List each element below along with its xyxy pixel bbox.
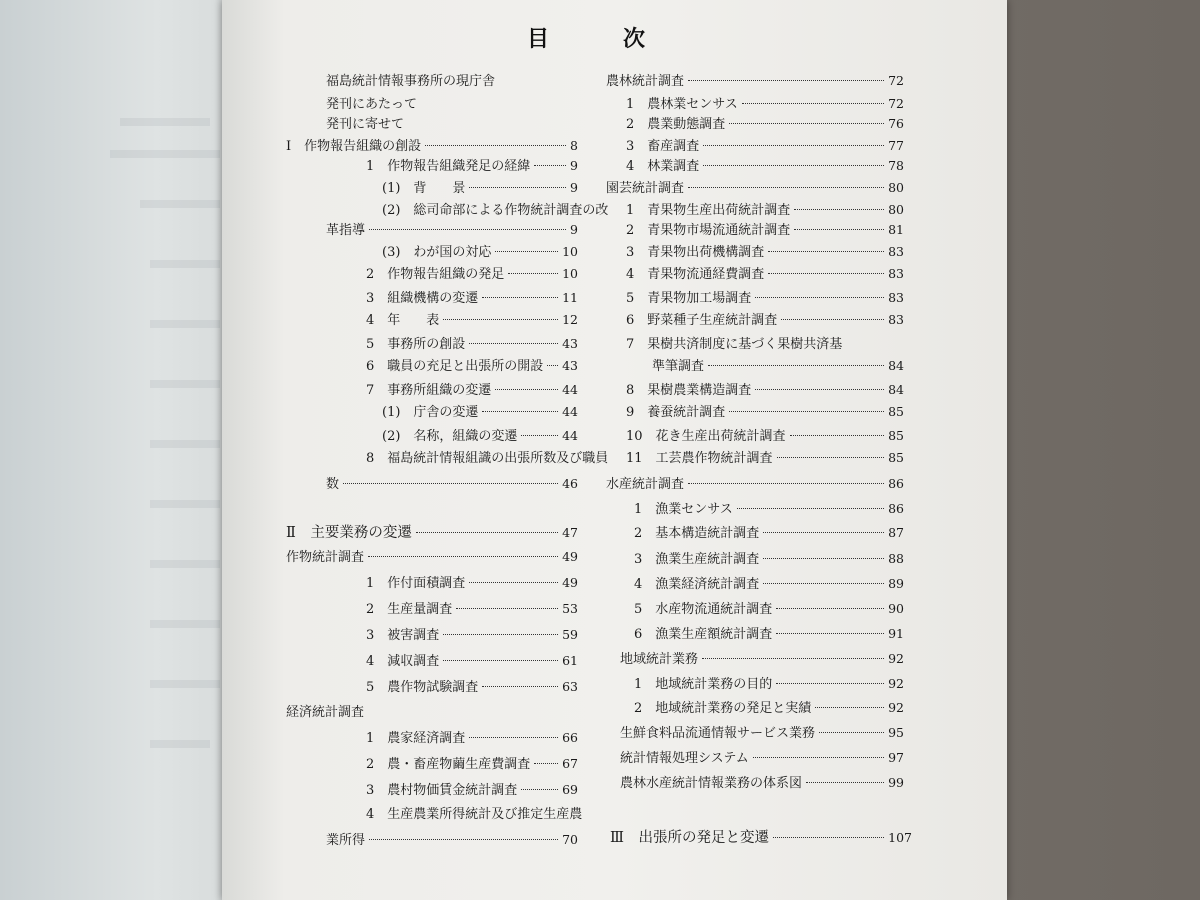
toc-entry-title: 生鮮食料品流通情報サービス業務 bbox=[620, 726, 816, 741]
leader-dots bbox=[521, 789, 558, 790]
toc-page-number: 92 bbox=[888, 651, 904, 666]
toc-entry bbox=[326, 113, 404, 132]
toc-page-number: 70 bbox=[562, 832, 578, 847]
toc-entry-title: 地域統計業務 bbox=[620, 652, 699, 667]
toc-entry bbox=[366, 624, 578, 643]
toc-entry-title: 経済統計調査 bbox=[286, 705, 365, 720]
toc-page-number: 83 bbox=[888, 312, 904, 327]
leader-dots bbox=[688, 187, 884, 188]
leader-dots bbox=[776, 633, 884, 634]
toc-page-number: 86 bbox=[888, 501, 904, 516]
toc-entry-title: 4 青果物流通経費調査 bbox=[626, 267, 765, 282]
toc-entry bbox=[286, 135, 578, 154]
toc-entry-title: 水産統計調査 bbox=[606, 477, 685, 492]
toc-entry bbox=[606, 177, 904, 196]
leader-dots bbox=[495, 251, 558, 252]
toc-page-number: 83 bbox=[888, 290, 904, 305]
toc-entry-title: 3 畜産調査 bbox=[626, 139, 700, 154]
toc-page-number: 72 bbox=[888, 73, 904, 88]
toc-entry bbox=[366, 447, 608, 466]
toc-entry bbox=[626, 93, 904, 112]
bleed-through-text bbox=[140, 200, 220, 208]
toc-page-number: 10 bbox=[562, 266, 578, 281]
toc-entry-title: 1 地域統計業務の目的 bbox=[634, 677, 773, 692]
leader-dots bbox=[708, 365, 884, 366]
toc-entry-title: 5 事務所の創設 bbox=[366, 337, 466, 352]
toc-page-number: 80 bbox=[888, 202, 904, 217]
toc-page-number: 9 bbox=[570, 158, 578, 173]
leader-dots bbox=[469, 187, 566, 188]
toc-entry bbox=[326, 829, 578, 848]
leader-dots bbox=[469, 582, 558, 583]
toc-entry-title: 統計情報処理システム bbox=[620, 751, 749, 766]
leader-dots bbox=[534, 165, 566, 166]
toc-entry bbox=[620, 772, 904, 791]
toc-entry bbox=[626, 135, 904, 154]
toc-page-number: 97 bbox=[888, 750, 904, 765]
leader-dots bbox=[763, 583, 884, 584]
leader-dots bbox=[482, 686, 558, 687]
toc-entry-title: 福島統計情報事務所の現庁舎 bbox=[326, 74, 496, 89]
bleed-through-text bbox=[110, 150, 220, 158]
toc-entry bbox=[326, 473, 578, 492]
leader-dots bbox=[815, 707, 884, 708]
toc-entry-title: 作物統計調査 bbox=[286, 550, 365, 565]
toc-page-number: 46 bbox=[562, 476, 578, 491]
toc-entry bbox=[286, 546, 578, 565]
toc-page-number: 43 bbox=[562, 358, 578, 373]
toc-entry-title: (1) 背 景 bbox=[382, 181, 466, 196]
toc-page-number: 92 bbox=[888, 676, 904, 691]
toc-page-number: 66 bbox=[562, 730, 578, 745]
toc-entry-title: 2 作物報告組織の発足 bbox=[366, 267, 505, 282]
bleed-through-text bbox=[150, 620, 220, 628]
toc-page-number: 92 bbox=[888, 700, 904, 715]
toc-entry-title: 6 野菜種子生産統計調査 bbox=[626, 313, 778, 328]
toc-entry-title: 5 農作物試験調査 bbox=[366, 680, 479, 695]
toc-entry-title: 2 青果物市場流通統計調査 bbox=[626, 223, 791, 238]
leader-dots bbox=[794, 209, 884, 210]
toc-entry-title: 農林統計調査 bbox=[606, 74, 685, 89]
toc-entry bbox=[286, 521, 578, 542]
toc-entry bbox=[382, 401, 578, 420]
toc-entry-title: 8 福島統計情報組識の出張所数及び職員 bbox=[366, 451, 609, 466]
toc-entry bbox=[366, 650, 578, 669]
toc-page-number: 85 bbox=[888, 450, 904, 465]
leader-dots bbox=[482, 297, 558, 298]
toc-entry-title: 3 農村物価賃金統計調査 bbox=[366, 783, 518, 798]
toc-entry-title: 農林水産統計情報業務の体系図 bbox=[620, 776, 803, 791]
toc-page-number: 84 bbox=[888, 358, 904, 373]
leader-dots bbox=[755, 389, 884, 390]
toc-page-number: 43 bbox=[562, 336, 578, 351]
toc-entry-title: 4 減収調査 bbox=[366, 654, 440, 669]
toc-entry-title: 3 青果物出荷機構調査 bbox=[626, 245, 765, 260]
toc-entry bbox=[382, 425, 578, 444]
leader-dots bbox=[781, 319, 884, 320]
toc-entry-title: 4 漁業経済統計調査 bbox=[634, 577, 760, 592]
toc-entry bbox=[634, 673, 904, 692]
toc-page-number: 9 bbox=[570, 180, 578, 195]
leader-dots bbox=[469, 737, 558, 738]
toc-entry bbox=[626, 263, 904, 282]
toc-entry bbox=[326, 70, 495, 89]
toc-entry-title: 5 青果物加工場調査 bbox=[626, 291, 752, 306]
toc-entry bbox=[366, 598, 578, 617]
bleed-through-text bbox=[150, 500, 220, 508]
toc-page-number: 99 bbox=[888, 775, 904, 790]
toc-page-number: 53 bbox=[562, 601, 578, 616]
leader-dots bbox=[777, 457, 885, 458]
leader-dots bbox=[534, 763, 558, 764]
toc-entry-title: 1 農家経済調査 bbox=[366, 731, 466, 746]
toc-page-number: 63 bbox=[562, 679, 578, 694]
toc-entry bbox=[626, 401, 904, 420]
toc-entry bbox=[620, 648, 904, 667]
toc-entry bbox=[366, 779, 578, 798]
toc-entry bbox=[626, 219, 904, 238]
toc-entry bbox=[626, 113, 904, 132]
toc-page-number: 67 bbox=[562, 756, 578, 771]
leader-dots bbox=[773, 837, 884, 838]
toc-entry-title: 発刊に寄せて bbox=[326, 117, 405, 132]
toc-page-number: 81 bbox=[888, 222, 904, 237]
toc-page-number: 44 bbox=[562, 382, 578, 397]
toc-page-number: 44 bbox=[562, 428, 578, 443]
bleed-through-text bbox=[150, 680, 220, 688]
leader-dots bbox=[688, 80, 884, 81]
toc-entry-title: 4 年 表 bbox=[366, 313, 440, 328]
leader-dots bbox=[702, 658, 884, 659]
toc-page-number: 8 bbox=[570, 138, 578, 153]
toc-entry-title: Ⅱ 主要業務の変遷 bbox=[286, 525, 412, 541]
leader-dots bbox=[763, 558, 884, 559]
toc-entry bbox=[606, 473, 904, 492]
toc-entry-title: (1) 庁舎の変遷 bbox=[382, 405, 479, 420]
toc-entry bbox=[634, 573, 904, 592]
toc-page-number: 78 bbox=[888, 158, 904, 173]
leader-dots bbox=[776, 608, 884, 609]
toc-entry-title: 1 漁業センサス bbox=[634, 502, 733, 517]
toc-entry-title: 4 生産農業所得統計及び推定生産農 bbox=[366, 807, 583, 822]
bleed-through-text bbox=[150, 440, 220, 448]
toc-entry-title: 6 漁業生産額統計調査 bbox=[634, 627, 773, 642]
toc-entry-title: 9 養蚕統計調査 bbox=[626, 405, 726, 420]
toc-page-number: 44 bbox=[562, 404, 578, 419]
leader-dots bbox=[369, 229, 566, 230]
toc-entry-title: 業所得 bbox=[326, 833, 366, 848]
toc-entry-title: 1 作物報告組織発足の経緯 bbox=[366, 159, 531, 174]
toc-entry-title: (3) わが国の対応 bbox=[382, 245, 492, 260]
toc-entry-title: 2 農業動態調査 bbox=[626, 117, 726, 132]
toc-entry bbox=[634, 498, 904, 517]
leader-dots bbox=[703, 145, 884, 146]
leader-dots bbox=[495, 389, 558, 390]
toc-page-number: 80 bbox=[888, 180, 904, 195]
toc-entry bbox=[634, 623, 904, 642]
toc-entry-title: 4 林業調査 bbox=[626, 159, 700, 174]
leader-dots bbox=[755, 297, 884, 298]
toc-page-number: 86 bbox=[888, 476, 904, 491]
bleed-through-text bbox=[150, 740, 210, 748]
contents-page bbox=[222, 0, 1007, 900]
bleed-through-text bbox=[120, 118, 210, 126]
toc-page-number: 88 bbox=[888, 551, 904, 566]
leader-dots bbox=[729, 411, 884, 412]
toc-entry-title: 10 花き生産出荷統計調査 bbox=[626, 429, 786, 444]
leader-dots bbox=[763, 532, 884, 533]
toc-page-number: 11 bbox=[562, 290, 578, 305]
toc-entry-title: Ⅰ 作物報告組織の創設 bbox=[286, 139, 422, 154]
toc-entry bbox=[366, 263, 578, 282]
toc-entry bbox=[626, 241, 904, 260]
toc-page-number: 95 bbox=[888, 725, 904, 740]
toc-entry bbox=[620, 722, 904, 741]
leader-dots bbox=[443, 319, 558, 320]
toc-entry bbox=[626, 379, 904, 398]
toc-entry-title: 1 青果物生産出荷統計調査 bbox=[626, 203, 791, 218]
bleed-through-text bbox=[150, 380, 220, 388]
toc-entry-title: Ⅲ 出張所の発足と変遷 bbox=[610, 830, 769, 846]
bleed-through-text bbox=[150, 560, 220, 568]
leader-dots bbox=[369, 839, 558, 840]
leader-dots bbox=[768, 251, 884, 252]
toc-entry bbox=[366, 676, 578, 695]
toc-entry-title: 発刊にあたって bbox=[326, 97, 418, 112]
toc-entry-title: 1 作付面積調査 bbox=[366, 576, 466, 591]
toc-entry bbox=[620, 747, 904, 766]
toc-entry-title: 11 工芸農作物統計調査 bbox=[626, 451, 773, 466]
toc-entry bbox=[382, 177, 578, 196]
toc-page-number: 85 bbox=[888, 404, 904, 419]
leader-dots bbox=[806, 782, 884, 783]
toc-entry-title: 準筆調査 bbox=[652, 359, 705, 374]
leader-dots bbox=[703, 165, 884, 166]
leader-dots bbox=[819, 732, 884, 733]
toc-entry bbox=[634, 522, 904, 541]
leader-dots bbox=[443, 660, 558, 661]
toc-entry-title: 園芸統計調査 bbox=[606, 181, 685, 196]
toc-entry bbox=[366, 333, 578, 352]
leader-dots bbox=[469, 343, 558, 344]
toc-entry bbox=[366, 753, 578, 772]
toc-page-number: 84 bbox=[888, 382, 904, 397]
toc-entry-title: 7 事務所組織の変遷 bbox=[366, 383, 492, 398]
toc-entry bbox=[626, 309, 904, 328]
leader-dots bbox=[753, 757, 884, 758]
toc-entry bbox=[626, 287, 904, 306]
toc-page-number: 77 bbox=[888, 138, 904, 153]
toc-entry bbox=[286, 701, 578, 720]
toc-entry bbox=[626, 333, 842, 352]
leader-dots bbox=[794, 229, 884, 230]
toc-page-number: 107 bbox=[888, 830, 912, 845]
toc-page-number: 12 bbox=[562, 312, 578, 327]
toc-page-number: 91 bbox=[888, 626, 904, 641]
bleed-through-text bbox=[150, 320, 220, 328]
toc-entry bbox=[366, 572, 578, 591]
leader-dots bbox=[425, 145, 566, 146]
toc-entry-title: 2 基本構造統計調査 bbox=[634, 526, 760, 541]
toc-entry bbox=[366, 355, 578, 374]
toc-entry bbox=[626, 199, 904, 218]
toc-entry bbox=[626, 447, 904, 466]
toc-entry-title: 8 果樹農業構造調査 bbox=[626, 383, 752, 398]
toc-entry bbox=[626, 155, 904, 174]
leader-dots bbox=[768, 273, 884, 274]
toc-entry-title: 数 bbox=[326, 477, 340, 492]
toc-page-number: 49 bbox=[562, 575, 578, 590]
toc-entry-title: 2 生産量調査 bbox=[366, 602, 453, 617]
toc-page-number: 49 bbox=[562, 549, 578, 564]
leader-dots bbox=[790, 435, 885, 436]
toc-entry-title: 3 漁業生産統計調査 bbox=[634, 552, 760, 567]
toc-entry-title: 1 農林業センサス bbox=[626, 97, 738, 112]
toc-entry bbox=[652, 355, 904, 374]
toc-entry bbox=[366, 309, 578, 328]
leader-dots bbox=[456, 608, 558, 609]
toc-entry bbox=[634, 697, 904, 716]
toc-entry-title: (2) 総司命部による作物統計調査の改 bbox=[382, 203, 609, 218]
leader-dots bbox=[368, 556, 558, 557]
leader-dots bbox=[508, 273, 558, 274]
page-title: 目 次 bbox=[527, 26, 648, 52]
toc-page-number: 76 bbox=[888, 116, 904, 131]
toc-entry bbox=[326, 219, 578, 238]
toc-page-number: 59 bbox=[562, 627, 578, 642]
toc-entry bbox=[634, 598, 904, 617]
toc-entry-title: 3 被害調査 bbox=[366, 628, 440, 643]
leader-dots bbox=[776, 683, 884, 684]
toc-entry bbox=[610, 826, 912, 847]
bleed-through-text bbox=[150, 260, 220, 268]
toc-entry bbox=[626, 425, 904, 444]
toc-page-number: 61 bbox=[562, 653, 578, 668]
leader-dots bbox=[343, 483, 558, 484]
leader-dots bbox=[416, 532, 558, 533]
leader-dots bbox=[737, 508, 884, 509]
toc-entry bbox=[382, 241, 578, 260]
toc-entry-title: 7 果樹共済制度に基づく果樹共済基 bbox=[626, 337, 843, 352]
toc-entry bbox=[606, 70, 904, 89]
leader-dots bbox=[742, 103, 884, 104]
toc-entry bbox=[634, 548, 904, 567]
toc-entry bbox=[366, 155, 578, 174]
toc-entry-title: 2 地域統計業務の発足と実績 bbox=[634, 701, 812, 716]
leader-dots bbox=[443, 634, 558, 635]
toc-entry-title: 3 組織機構の変遷 bbox=[366, 291, 479, 306]
toc-entry bbox=[366, 287, 578, 306]
toc-entry bbox=[366, 803, 582, 822]
toc-page-number: 10 bbox=[562, 244, 578, 259]
toc-entry bbox=[366, 379, 578, 398]
toc-page-number: 83 bbox=[888, 244, 904, 259]
toc-page-number: 83 bbox=[888, 266, 904, 281]
toc-page-number: 87 bbox=[888, 525, 904, 540]
leader-dots bbox=[729, 123, 884, 124]
toc-entry-title: 2 農・畜産物繭生産費調査 bbox=[366, 757, 531, 772]
leader-dots bbox=[521, 435, 558, 436]
toc-page-number: 9 bbox=[570, 222, 578, 237]
toc-page-number: 72 bbox=[888, 96, 904, 111]
toc-page-number: 47 bbox=[562, 525, 578, 540]
toc-entry bbox=[382, 199, 608, 218]
toc-entry bbox=[366, 727, 578, 746]
toc-page-number: 90 bbox=[888, 601, 904, 616]
toc-page-number: 85 bbox=[888, 428, 904, 443]
toc-entry-title: 6 職員の充足と出張所の開設 bbox=[366, 359, 544, 374]
leader-dots bbox=[688, 483, 884, 484]
leader-dots bbox=[547, 365, 558, 366]
toc-page-number: 89 bbox=[888, 576, 904, 591]
leader-dots bbox=[482, 411, 558, 412]
toc-entry bbox=[326, 93, 417, 112]
toc-page-number: 69 bbox=[562, 782, 578, 797]
toc-entry-title: (2) 名称，組織の変遷 bbox=[382, 429, 518, 444]
toc-entry-title: 5 水産物流通統計調査 bbox=[634, 602, 773, 617]
toc-entry-title: 革指導 bbox=[326, 223, 366, 238]
